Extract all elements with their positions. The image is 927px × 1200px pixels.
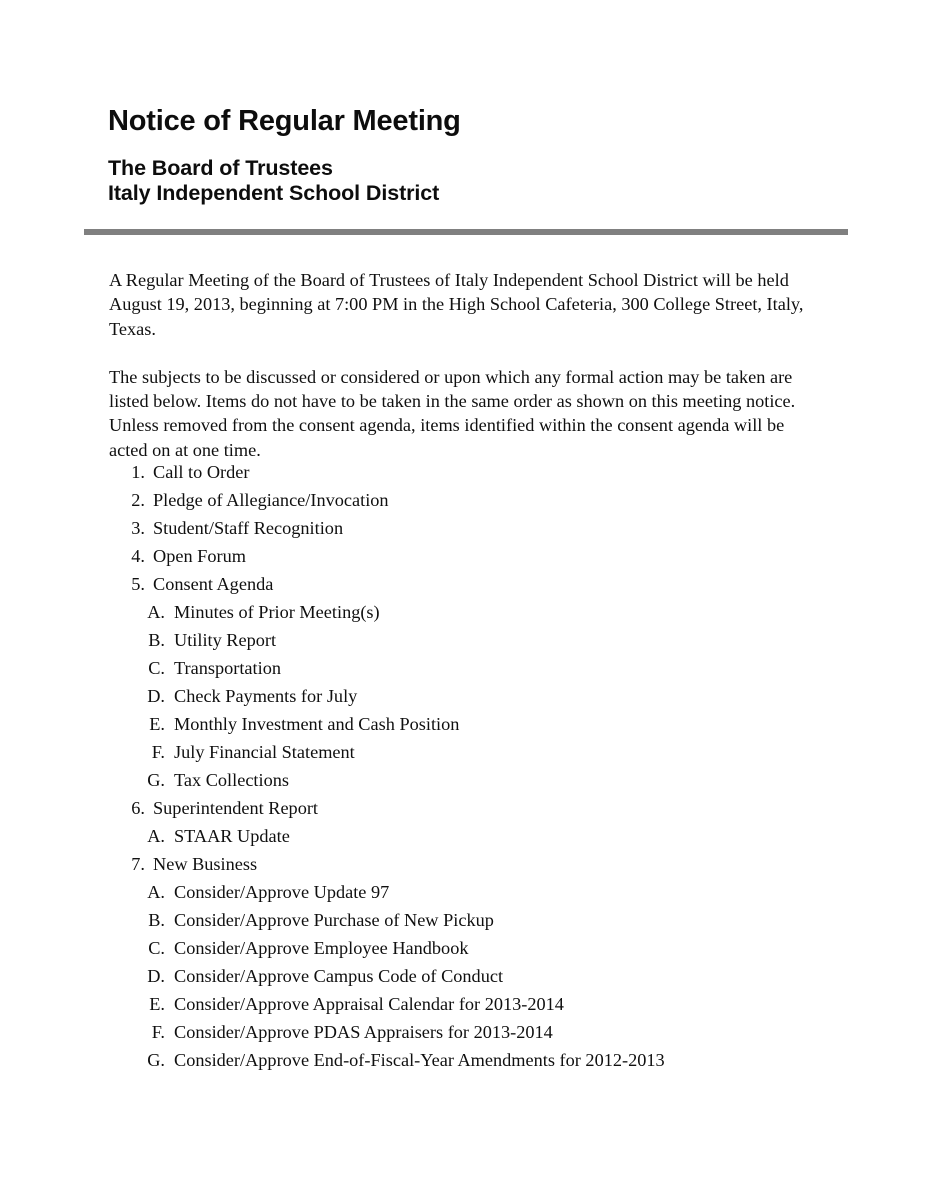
- agenda-list-item: [109, 545, 849, 573]
- agenda-item-label: Open Forum: [153, 546, 246, 566]
- agenda-item-marker: 4.: [131, 546, 145, 566]
- agenda-item-label: New Business: [153, 854, 258, 874]
- agenda-item-marker: 3.: [131, 518, 145, 538]
- agenda-item-label: Consider/Approve PDAS Appraisers for 2013-2014: [174, 1022, 553, 1042]
- agenda-item-marker: D.: [147, 966, 165, 986]
- agenda-item-label: Student/Staff Recognition: [153, 518, 344, 538]
- document-subtitle: [108, 156, 868, 206]
- agenda-item-label: Tax Collections: [174, 770, 289, 790]
- document-header: [108, 104, 868, 206]
- agenda-item-marker: B.: [148, 630, 165, 650]
- agenda-list-item: [109, 741, 849, 769]
- agenda-item-label: Minutes of Prior Meeting(s): [174, 602, 380, 622]
- agenda-item-label: Superintendent Report: [153, 798, 319, 818]
- agenda-list-item: [109, 517, 849, 545]
- agenda-item-marker: C.: [148, 658, 165, 678]
- agenda-item-marker: B.: [148, 910, 165, 930]
- agenda-item-label: Consider/Approve Update 97: [174, 882, 390, 902]
- agenda-item-marker: G.: [147, 1050, 165, 1070]
- agenda-item-marker: E.: [149, 714, 165, 734]
- agenda-item-label: Consider/Approve Appraisal Calendar for 2013-2014: [174, 994, 564, 1014]
- agenda-list-item: [109, 629, 849, 657]
- agenda-list: [109, 461, 849, 1077]
- agenda-item-label: STAAR Update: [174, 826, 290, 846]
- agenda-item-label: Utility Report: [174, 630, 277, 650]
- agenda-list-item: [109, 573, 849, 601]
- subtitle-district-line: Italy Independent School District: [108, 181, 440, 205]
- agenda-item-marker: D.: [147, 686, 165, 706]
- agenda-item-label: Transportation: [174, 658, 281, 678]
- agenda-item-label: Consider/Approve Purchase of New Pickup: [174, 910, 494, 930]
- agenda-list-item: [109, 853, 849, 881]
- agenda-list-item: [109, 489, 849, 517]
- agenda-list-item: [109, 769, 849, 797]
- agenda-item-label: Consider/Approve End-of-Fiscal-Year Amendments for 2012-2013: [174, 1050, 665, 1070]
- agenda-notice-paragraph: The subjects to be discussed or considered or upon which any formal action may be taken are listed below. Items do not have to be taken in the same order as shown on this meeting notice. Unless removed from the consent agenda, items identified within the consent agenda will be acted on at one time.: [109, 366, 796, 460]
- agenda-list-item: [109, 797, 849, 825]
- document-body: [109, 268, 809, 462]
- agenda-item-marker: A.: [147, 602, 165, 622]
- agenda-list-item: [109, 909, 849, 937]
- agenda-item-label: Consider/Approve Employee Handbook: [174, 938, 469, 958]
- agenda-item-marker: 5.: [131, 574, 145, 594]
- page-title: Notice of Regular Meeting: [108, 105, 461, 137]
- agenda-list-item: [109, 657, 849, 685]
- agenda-item-label: July Financial Statement: [174, 742, 355, 762]
- agenda-item-label: Call to Order: [153, 462, 250, 482]
- agenda-list-item: [109, 965, 849, 993]
- agenda-list-item: [109, 881, 849, 909]
- agenda-list-item: [109, 601, 849, 629]
- agenda-list-item: [109, 1049, 849, 1077]
- agenda-item-label: Consider/Approve Campus Code of Conduct: [174, 966, 504, 986]
- agenda-item-marker: E.: [149, 994, 165, 1014]
- subtitle-board-line: The Board of Trustees: [108, 156, 333, 180]
- agenda-list-item: [109, 461, 849, 489]
- agenda-item-marker: 2.: [131, 490, 145, 510]
- agenda-item-marker: 1.: [131, 462, 145, 482]
- agenda-list-item: [109, 1021, 849, 1049]
- agenda-item-marker: A.: [147, 826, 165, 846]
- agenda-list-item: [109, 937, 849, 965]
- agenda-list-item: [109, 993, 849, 1021]
- agenda-item-marker: 6.: [131, 798, 145, 818]
- agenda-list-item: [109, 825, 849, 853]
- agenda-item-marker: C.: [148, 938, 165, 958]
- agenda-item-marker: F.: [151, 1022, 165, 1042]
- agenda-item-label: Check Payments for July: [174, 686, 358, 706]
- agenda-item-marker: 7.: [131, 854, 145, 874]
- agenda-item-marker: A.: [147, 882, 165, 902]
- agenda-item-label: Pledge of Allegiance/Invocation: [153, 490, 389, 510]
- agenda-list-item: [109, 685, 849, 713]
- agenda-item-marker: G.: [147, 770, 165, 790]
- header-divider-rule: [84, 229, 848, 235]
- agenda-item-label: Consent Agenda: [153, 574, 274, 594]
- agenda-list-item: [109, 713, 849, 741]
- agenda-item-marker: F.: [151, 742, 165, 762]
- meeting-details-paragraph: A Regular Meeting of the Board of Trustees of Italy Independent School District will be held August 19, 2013, beginning at 7:00 PM in the High School Cafeteria, 300 College Street, Italy, Texas.: [109, 270, 804, 339]
- agenda-item-label: Monthly Investment and Cash Position: [174, 714, 460, 734]
